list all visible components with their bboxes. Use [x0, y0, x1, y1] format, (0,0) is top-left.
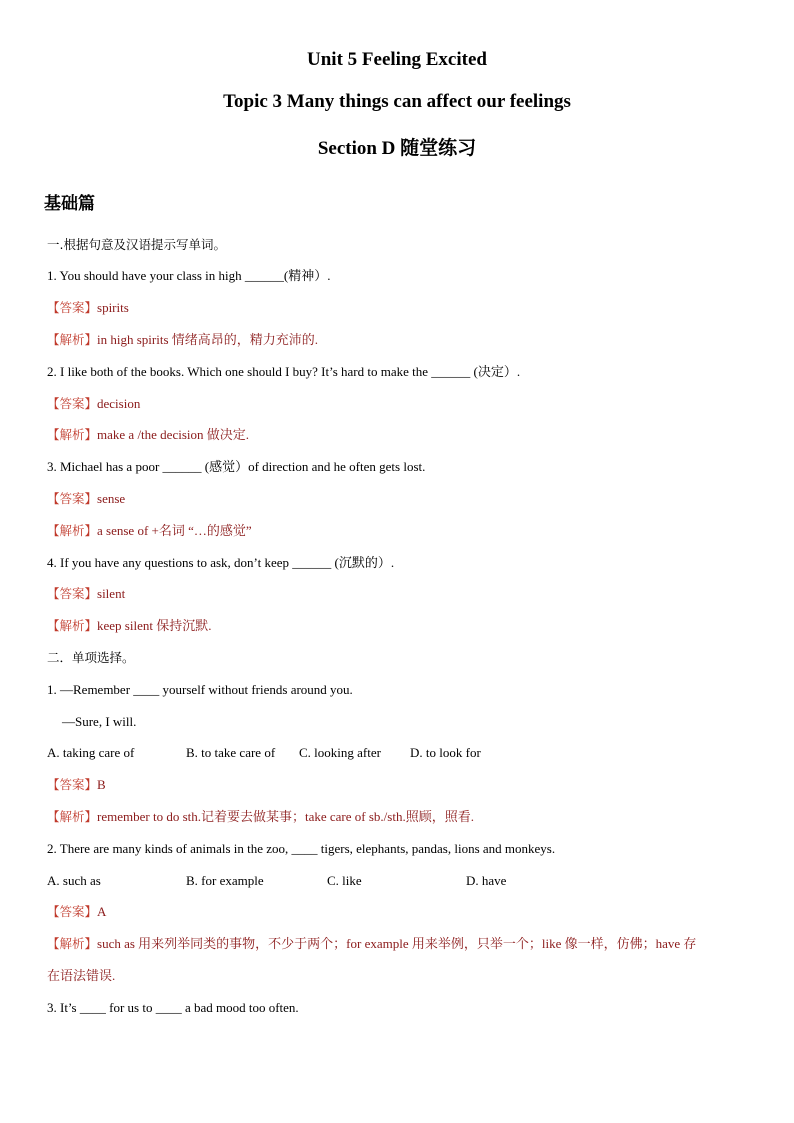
option-d: D. to look for	[410, 745, 481, 760]
part1-answer-2	[47, 395, 140, 413]
option-d: D. have	[466, 873, 507, 888]
analysis-text: a sense of +名词 “…的感觉”	[97, 523, 252, 538]
part1-question-3: 3. Michael has a poor ______ (感觉）of direction and he often gets lost.	[47, 459, 426, 474]
part2-question-2: 2. There are many kinds of animals in the zoo, ____ tigers, elephants, pandas, lions and monkeys.	[47, 841, 556, 856]
answer-value: A	[97, 904, 107, 919]
analysis-text: in high spirits 情绪高昂的，精力充沛的.	[97, 332, 319, 347]
part1-answer-3	[47, 490, 125, 508]
part1-heading: 一.根据句意及汉语提示写单词。	[47, 237, 226, 252]
part2-question-3: 3. It’s ____ for us to ____ a bad mood too often.	[47, 1000, 299, 1015]
analysis-tag: 【解析】	[47, 809, 98, 824]
answer-tag: 【答案】	[47, 300, 98, 315]
analysis-tag: 【解析】	[47, 936, 98, 951]
part1-analysis-2	[47, 426, 249, 444]
part2-question-1-reply: —Sure, I will.	[62, 714, 137, 729]
part1-question-1: 1. You should have your class in high ______(精神）.	[47, 268, 331, 283]
part2-answer-1	[47, 776, 106, 794]
part1-question-2: 2. I like both of the books. Which one should I buy? It’s hard to make the ______ (决定）.	[47, 364, 521, 379]
analysis-tag: 【解析】	[47, 618, 98, 633]
answer-tag: 【答案】	[47, 396, 98, 411]
part2-analysis-2-continued: 在语法错误.	[47, 968, 116, 983]
part1-analysis-1	[47, 331, 318, 349]
part1-answer-1	[47, 299, 129, 317]
part2-question-1: 1. —Remember ____ yourself without friends around you.	[47, 682, 353, 697]
answer-value: silent	[97, 586, 126, 601]
answer-tag: 【答案】	[47, 777, 98, 792]
part2-analysis-2	[47, 935, 696, 953]
topic-title: Topic 3 Many things can affect our feelings	[223, 91, 571, 112]
option-c: C. looking after	[299, 745, 381, 760]
option-a: A. taking care of	[47, 745, 135, 760]
answer-tag: 【答案】	[47, 491, 98, 506]
part1-answer-4	[47, 585, 125, 603]
analysis-tag: 【解析】	[47, 523, 98, 538]
option-c: C. like	[327, 873, 362, 888]
part1-analysis-4	[47, 617, 211, 635]
section-title: Section D 随堂练习	[317, 138, 477, 159]
part1-question-4: 4. If you have any questions to ask, don’t keep ______ (沉默的）.	[47, 555, 395, 570]
answer-value: decision	[97, 396, 141, 411]
analysis-text: such as 用来列举同类的事物，不少于两个；for example 用来举例，只举一个；like 像一样，仿佛；have 存	[97, 936, 697, 951]
answer-value: spirits	[97, 300, 129, 315]
analysis-text: remember to do sth.记着要去做某事；take care of sb./sth.照顾，照看.	[97, 809, 474, 824]
analysis-tag: 【解析】	[47, 427, 98, 442]
analysis-text: make a /the decision 做决定.	[97, 427, 250, 442]
part1-analysis-3	[47, 522, 252, 540]
option-b: B. for example	[186, 873, 264, 888]
answer-value: B	[97, 777, 106, 792]
option-a: A. such as	[47, 873, 101, 888]
unit-title: Unit 5 Feeling Excited	[307, 49, 487, 70]
analysis-text: keep silent 保持沉默.	[97, 618, 212, 633]
answer-tag: 【答案】	[47, 586, 98, 601]
level-heading: 基础篇	[44, 194, 95, 214]
option-b: B. to take care of	[186, 745, 276, 760]
answer-value: sense	[97, 491, 126, 506]
answer-tag: 【答案】	[47, 904, 98, 919]
analysis-tag: 【解析】	[47, 332, 98, 347]
part2-heading: 二．单项选择。	[47, 650, 135, 665]
part2-answer-2	[47, 903, 106, 921]
part2-analysis-1	[47, 808, 474, 826]
